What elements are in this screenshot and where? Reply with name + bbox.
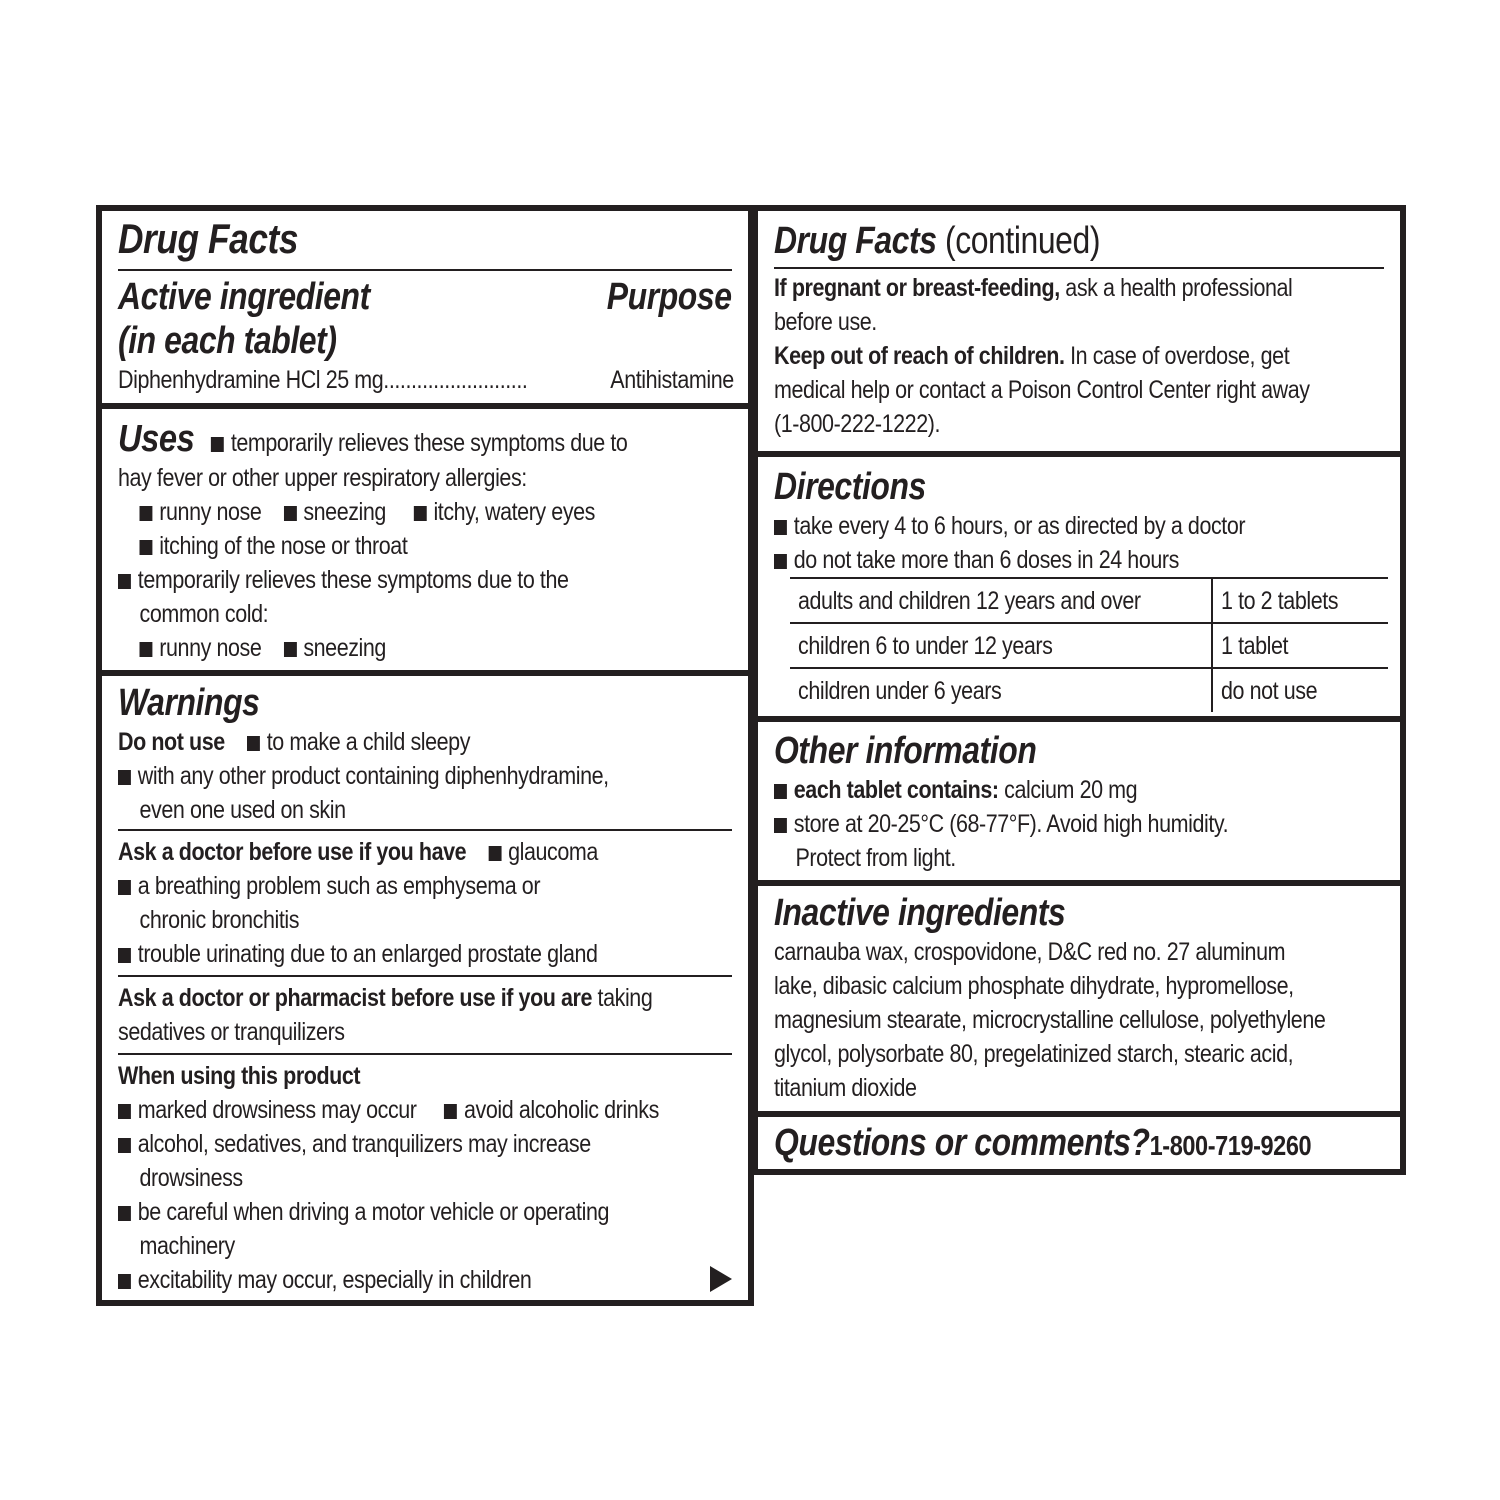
bullet-icon bbox=[247, 736, 260, 751]
ingredient-name: Diphenhydramine HCl 25 mg bbox=[118, 366, 384, 394]
other-info-label: each tablet contains: bbox=[793, 776, 999, 804]
active-ingredient-subheading: (in each tablet) bbox=[118, 320, 337, 362]
bullet-icon bbox=[118, 880, 131, 895]
directions-section bbox=[758, 465, 1400, 715]
drug-facts-panel-left bbox=[96, 205, 754, 1306]
bullet-icon bbox=[118, 770, 131, 785]
warning-item: with any other product containing diphenhydramine, bbox=[137, 762, 609, 790]
divider bbox=[774, 267, 1384, 269]
purpose-heading: Purpose bbox=[607, 276, 732, 318]
bullet-icon bbox=[774, 784, 787, 799]
poison-control-phone: (1-800-222-1222). bbox=[774, 410, 940, 438]
uses-text: temporarily relieves these symptoms due to bbox=[230, 429, 628, 457]
do-not-use-label: Do not use bbox=[118, 728, 225, 756]
age-group: children under 6 years bbox=[798, 676, 1002, 705]
bullet-icon bbox=[774, 554, 787, 569]
divider bbox=[118, 975, 732, 977]
other-info-text: Protect from light. bbox=[795, 844, 956, 872]
directions-heading: Directions bbox=[774, 466, 926, 508]
bullet-icon bbox=[118, 948, 131, 963]
section-divider bbox=[102, 403, 748, 409]
when-using-label: When using this product bbox=[118, 1062, 361, 1090]
warnings-section bbox=[102, 681, 748, 1297]
inactive-ingredients-heading: Inactive ingredients bbox=[774, 892, 1066, 934]
drug-facts-title: Drug Facts bbox=[774, 220, 937, 262]
continued-header bbox=[758, 219, 1400, 441]
active-ingredient-heading: Active ingredient bbox=[118, 276, 370, 318]
drug-facts-panel-right bbox=[752, 205, 1406, 1175]
bullet-icon bbox=[118, 1206, 131, 1221]
bullet-icon bbox=[140, 506, 153, 521]
continue-arrow-icon bbox=[710, 1266, 732, 1297]
section-divider bbox=[758, 716, 1400, 722]
warning-item: glaucoma bbox=[508, 838, 598, 866]
bullet-icon bbox=[774, 520, 787, 535]
uses-section bbox=[102, 417, 748, 665]
warning-item: be careful when driving a motor vehicle or operating bbox=[137, 1198, 610, 1226]
bullet-icon bbox=[118, 574, 131, 589]
symptom: itching of the nose or throat bbox=[159, 532, 408, 560]
warnings-heading: Warnings bbox=[118, 682, 260, 724]
drug-facts-header bbox=[102, 217, 748, 397]
table-row bbox=[790, 623, 1388, 668]
bullet-icon bbox=[118, 1104, 131, 1119]
other-information-heading: Other information bbox=[774, 730, 1037, 772]
section-divider bbox=[758, 1111, 1400, 1117]
warning-item: to make a child sleepy bbox=[266, 728, 471, 756]
questions-label: Questions or comments? bbox=[774, 1122, 1150, 1164]
dose: 1 to 2 tablets bbox=[1221, 586, 1339, 615]
uses-text: temporarily relieves these symptoms due to the bbox=[137, 566, 569, 594]
dose: do not use bbox=[1221, 676, 1318, 705]
warning-item: sedatives or tranquilizers bbox=[118, 1018, 345, 1046]
bullet-icon bbox=[284, 642, 297, 657]
questions-phone: 1-800-719-9260 bbox=[1149, 1130, 1312, 1161]
symptom: sneezing bbox=[303, 498, 386, 526]
symptom: runny nose bbox=[159, 634, 262, 662]
bullet-icon bbox=[774, 818, 787, 833]
keep-out-label: Keep out of reach of children. bbox=[774, 342, 1065, 370]
keep-out-text: medical help or contact a Poison Control Center right away bbox=[774, 376, 1310, 404]
ask-pharmacist-label: Ask a doctor or pharmacist before use if you are bbox=[118, 984, 593, 1012]
bullet-icon bbox=[488, 846, 501, 861]
bullet-icon bbox=[444, 1104, 457, 1119]
ingredient-line: carnauba wax, crospovidone, D&C red no. 27 aluminum bbox=[774, 938, 1286, 966]
warning-item: marked drowsiness may occur bbox=[137, 1096, 417, 1124]
direction-item: take every 4 to 6 hours, or as directed by a doctor bbox=[793, 512, 1246, 540]
ingredient-line: magnesium stearate, microcrystalline cellulose, polyethylene bbox=[774, 1006, 1326, 1034]
warning-item: even one used on skin bbox=[139, 796, 346, 824]
bullet-icon bbox=[211, 437, 224, 452]
pregnant-text: ask a health professional bbox=[1065, 274, 1293, 302]
bullet-icon bbox=[140, 540, 153, 555]
continued-label: (continued) bbox=[944, 220, 1101, 262]
age-group: adults and children 12 years and over bbox=[798, 586, 1141, 615]
section-divider bbox=[758, 451, 1400, 457]
warning-item: alcohol, sedatives, and tranquilizers may increase bbox=[137, 1130, 591, 1158]
divider bbox=[118, 829, 732, 831]
divider bbox=[118, 269, 732, 271]
warning-item: drowsiness bbox=[139, 1164, 243, 1192]
section-divider bbox=[102, 670, 748, 676]
warning-item: machinery bbox=[139, 1232, 235, 1260]
ingredient-line: lake, dibasic calcium phosphate dihydrate, hypromellose, bbox=[774, 972, 1294, 1000]
bullet-icon bbox=[118, 1274, 131, 1289]
warning-item: excitability may occur, especially in children bbox=[137, 1266, 532, 1294]
warning-item: taking bbox=[597, 984, 653, 1012]
uses-text: hay fever or other upper respiratory allergies: bbox=[118, 464, 527, 492]
uses-text: common cold: bbox=[139, 600, 269, 628]
bullet-icon bbox=[140, 642, 153, 657]
symptom: runny nose bbox=[159, 498, 262, 526]
inactive-ingredients-section bbox=[758, 891, 1400, 1105]
questions-section bbox=[758, 1121, 1400, 1168]
keep-out-text: In case of overdose, get bbox=[1070, 342, 1290, 370]
age-group: children 6 to under 12 years bbox=[798, 631, 1053, 660]
divider bbox=[118, 1053, 732, 1055]
drug-facts-title: Drug Facts bbox=[118, 215, 299, 262]
bullet-icon bbox=[118, 1138, 131, 1153]
other-info-text: store at 20-25°C (68-77°F). Avoid high humidity. bbox=[793, 810, 1229, 838]
warning-item: a breathing problem such as emphysema or bbox=[137, 872, 541, 900]
bullet-icon bbox=[284, 506, 297, 521]
dose: 1 tablet bbox=[1221, 631, 1289, 660]
ingredient-line: glycol, polysorbate 80, pregelatinized starch, stearic acid, bbox=[774, 1040, 1294, 1068]
ask-doctor-label: Ask a doctor before use if you have bbox=[118, 838, 467, 866]
pregnant-text: before use. bbox=[774, 308, 877, 336]
section-divider bbox=[758, 880, 1400, 886]
leader-dots: .......................... bbox=[383, 366, 528, 394]
uses-heading: Uses bbox=[118, 418, 195, 460]
ingredient-line: titanium dioxide bbox=[774, 1074, 917, 1102]
symptom: itchy, watery eyes bbox=[433, 498, 595, 526]
other-info-text: calcium 20 mg bbox=[1004, 776, 1138, 804]
dosage-table bbox=[790, 577, 1388, 712]
pregnant-label: If pregnant or breast-feeding, bbox=[774, 274, 1060, 302]
bullet-icon bbox=[414, 506, 427, 521]
direction-item: do not take more than 6 doses in 24 hours bbox=[793, 546, 1179, 574]
ingredient-purpose: Antihistamine bbox=[610, 366, 734, 394]
other-information-section bbox=[758, 729, 1400, 875]
warning-item: avoid alcoholic drinks bbox=[464, 1096, 659, 1124]
symptom: sneezing bbox=[303, 634, 386, 662]
warning-item: trouble urinating due to an enlarged prostate gland bbox=[137, 940, 598, 968]
table-row bbox=[790, 668, 1388, 712]
table-row bbox=[790, 578, 1388, 623]
active-ingredient-row bbox=[118, 363, 734, 397]
warning-item: chronic bronchitis bbox=[139, 906, 300, 934]
